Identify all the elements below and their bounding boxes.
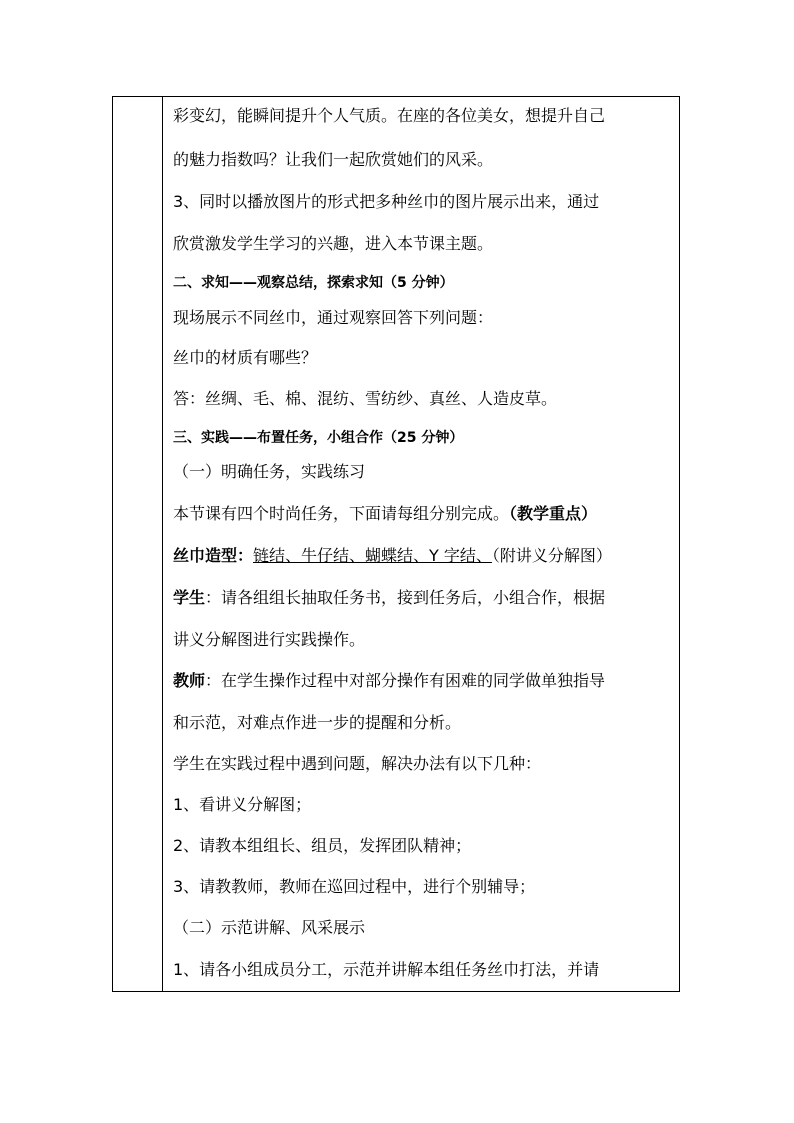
- student-label: 学生: [173, 588, 206, 607]
- text-line: 3、请教教师，教师在巡回过程中，进行个别辅导；: [173, 877, 536, 896]
- task-line: [173, 504, 597, 524]
- text-line: 丝巾的材质有哪些？: [173, 348, 318, 367]
- task-key-point: （教学重点）: [509, 504, 598, 523]
- table-content-cell: [163, 97, 679, 991]
- student-line: [173, 588, 605, 608]
- text-line: 欣赏激发学生学习的兴趣，进入本节课主题。: [173, 234, 494, 253]
- text-line: 彩变幻，能瞬间提升个人气质。在座的各位美女，想提升自己: [173, 106, 606, 125]
- lesson-table: [112, 96, 680, 992]
- text-line: 1、请各小组成员分工，示范并讲解本组任务丝巾打法，并请: [173, 960, 600, 979]
- subsection-heading: （二）示范讲解、风采展示: [173, 918, 366, 937]
- task-text: 本节课有四个时尚任务，下面请每组分别完成。: [173, 504, 510, 523]
- table-left-column: [113, 97, 163, 991]
- subsection-heading: （一）明确任务，实践练习: [173, 462, 366, 481]
- text-line: 答：丝绸、毛、棉、混纺、雪纺纱、真丝、人造皮草。: [173, 389, 558, 408]
- text-line: 讲义分解图进行实践操作。: [173, 630, 366, 649]
- text-line: 学生在实践过程中遇到问题，解决办法有以下几种：: [173, 754, 542, 773]
- text-line: 的魅力指数吗？让我们一起欣赏她们的风采。: [173, 150, 494, 169]
- section-heading: 二、求知——观察总结，探索求知（5 分钟）: [173, 275, 454, 291]
- section-heading: 三、实践——布置任务，小组合作（25 分钟）: [173, 430, 464, 446]
- text-line: 和示范，对难点作进一步的提醒和分析。: [173, 713, 462, 732]
- scarf-shapes-label: 丝巾造型：: [173, 546, 254, 565]
- text-line: 现场展示不同丝巾，通过观察回答下列问题：: [173, 308, 494, 327]
- text-line: 2、请教本组组长、组员，发挥团队精神；: [173, 836, 472, 855]
- text-line: 3、同时以播放图片的形式把多种丝巾的图片展示出来，通过: [173, 192, 600, 211]
- scarf-shapes-items: 链结、牛仔结、蝴蝶结、Y 字结、: [253, 546, 492, 565]
- teacher-line: [173, 671, 605, 691]
- teacher-text: ：在学生操作过程中对部分操作有困难的同学做单独指导: [205, 671, 606, 690]
- student-text: ：请各组组长抽取任务书，接到任务后，小组合作，根据: [205, 588, 606, 607]
- scarf-shapes-note: （附讲义分解图）: [491, 546, 612, 565]
- scarf-shapes-line: [173, 546, 612, 566]
- teacher-label: 教师: [173, 671, 206, 690]
- text-line: 1、看讲义分解图；: [173, 795, 312, 814]
